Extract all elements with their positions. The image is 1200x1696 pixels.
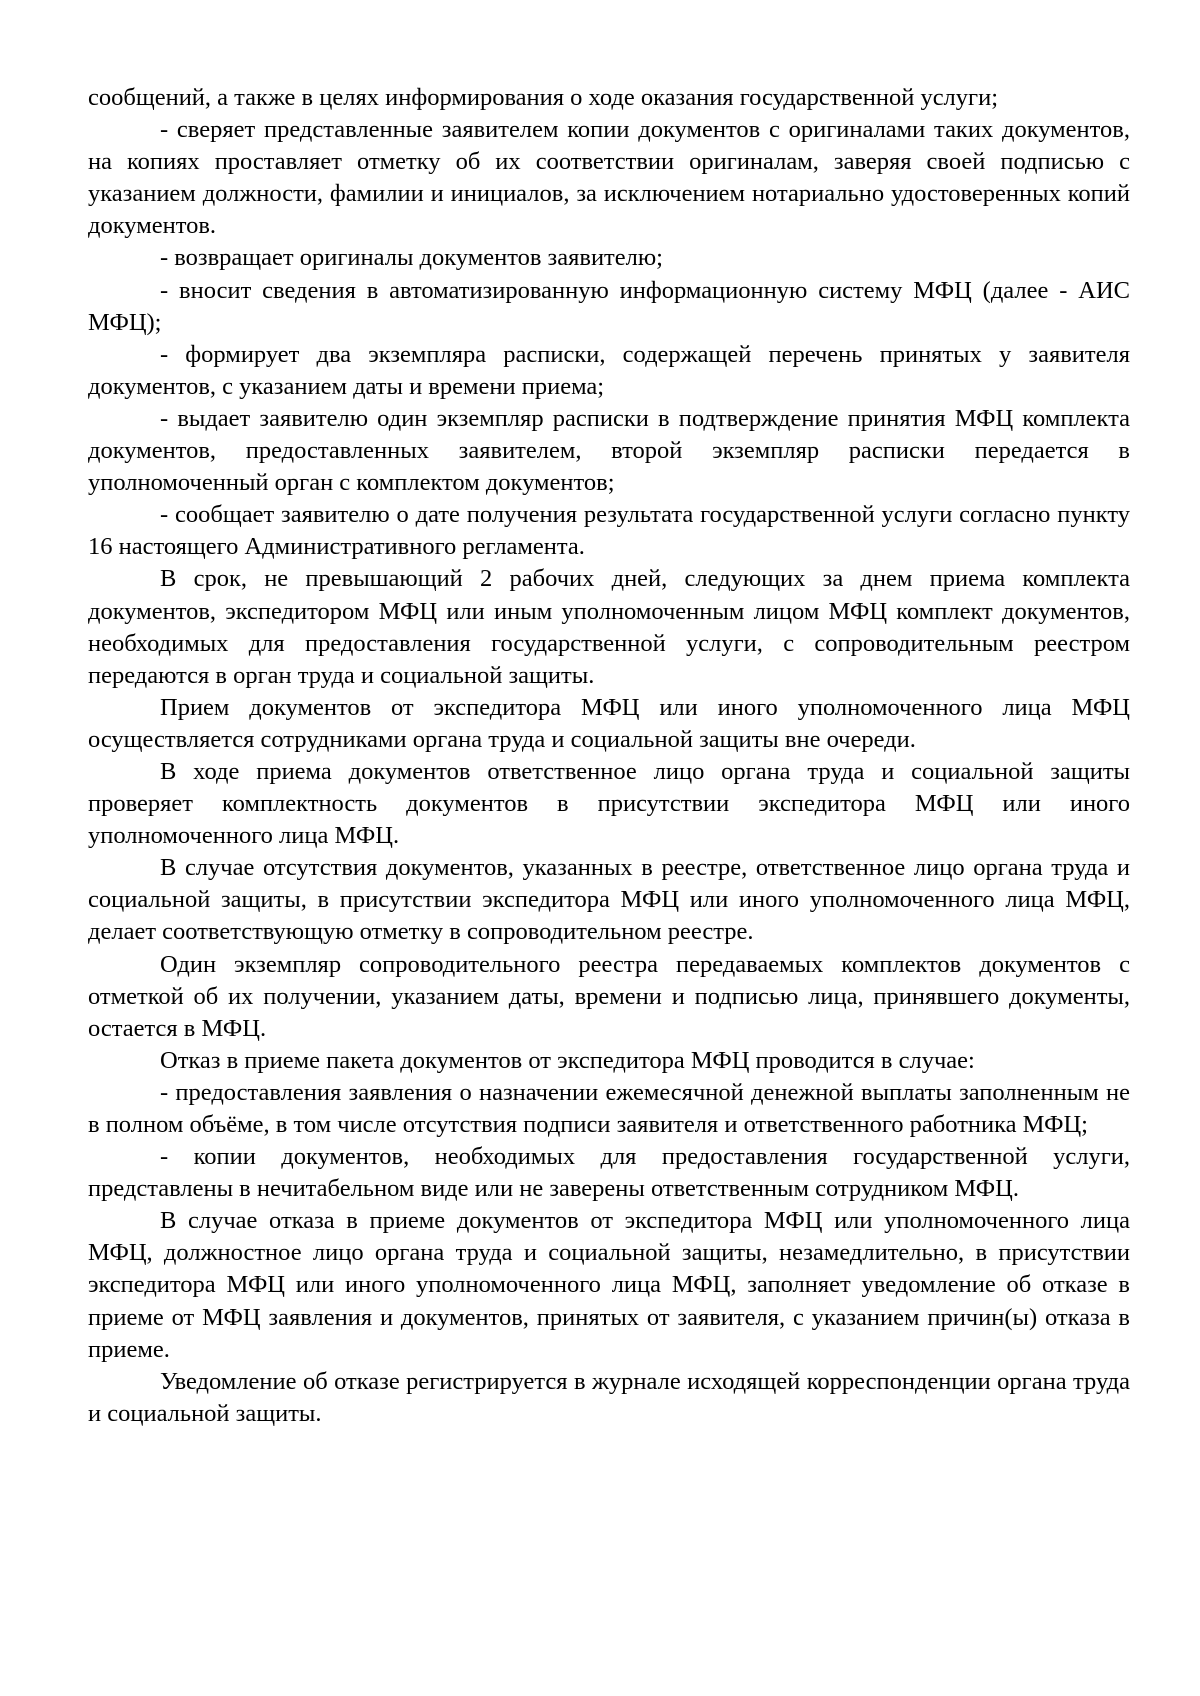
paragraph-completeness-check: В ходе приема документов ответственное лицо органа труда и социальной защиты проверяет комплектность документов в присутствии экспедитора МФЦ или иного уполномоченного лица МФЦ. bbox=[88, 757, 1130, 850]
paragraph-refusal-procedure: В случае отказа в приеме документов от экспедитора МФЦ или уполномоченного лица МФЦ, должностное лицо органа труда и социальной защиты, незамедлительно, в присутствии экспедитора МФЦ или иного уполномоченного лица МФЦ, заполняет уведомление об отказе в приеме от МФЦ заявления и документов, принятых от заявителя, с указанием причин(ы) отказа в приеме. bbox=[88, 1207, 1130, 1363]
paragraph-item-enter-ais: - вносит сведения в автоматизированную информационную систему МФЦ (далее - АИС МФЦ); bbox=[88, 276, 1130, 336]
paragraph-continuation: сообщений, а также в целях информирования о ходе оказания государственной услуги; bbox=[88, 84, 999, 111]
paragraph-transfer-term: В срок, не превышающий 2 рабочих дней, следующих за днем приема комплекта документов, экспедитором МФЦ или иным уполномоченным лицом МФЦ комплект документов, необходимых для предоставления государственной услуги, с сопроводительным реестром передаются в орган труда и социальной защиты. bbox=[88, 565, 1130, 689]
paragraph-item-inform-date: - сообщает заявителю о дате получения результата государственной услуги согласно пункту 16 настоящего Административного регламента. bbox=[88, 501, 1130, 561]
paragraph-item-return-originals: - возвращает оригиналы документов заявителю; bbox=[160, 244, 663, 272]
document-body bbox=[88, 82, 1130, 1430]
paragraph-item-form-receipts: - формирует два экземпляра расписки, содержащей перечень принятых у заявителя документов, с указанием даты и времени приема; bbox=[88, 340, 1130, 400]
paragraph-reception: Прием документов от экспедитора МФЦ или иного уполномоченного лица МФЦ осуществляется сотрудниками органа труда и социальной защиты вне очереди. bbox=[88, 693, 1130, 753]
paragraph-missing-documents: В случае отсутствия документов, указанных в реестре, ответственное лицо органа труда и социальной защиты, в присутствии экспедитора МФЦ или иного уполномоченного лица МФЦ, делает соответствующую отметку в сопроводительном реестре. bbox=[88, 854, 1130, 946]
paragraph-refusal-unreadable-copies: - копии документов, необходимых для предоставления государственной услуги, представлены в нечитабельном виде или не заверены ответственным сотрудником МФЦ. bbox=[88, 1143, 1130, 1203]
paragraph-item-issue-receipt: - выдает заявителю один экземпляр расписки в подтверждение принятия МФЦ комплекта документов, предоставленных заявителем, второй экземпляр расписки передается в уполномоченный орган с комплектом документов; bbox=[88, 404, 1130, 497]
paragraph-refusal-registration: Уведомление об отказе регистрируется в журнале исходящей корреспонденции органа труда и социальной защиты. bbox=[88, 1367, 1130, 1427]
paragraph-refusal-cases: Отказ в приеме пакета документов от экспедитора МФЦ проводится в случае: bbox=[160, 1046, 975, 1074]
paragraph-registry-copy: Один экземпляр сопроводительного реестра передаваемых комплектов документов с отметкой об их получении, указанием даты, времени и подписью лица, принявшего документы, остается в МФЦ. bbox=[88, 950, 1130, 1042]
paragraph-item-verify-copies: - сверяет представленные заявителем копии документов с оригиналами таких документов, на копиях проставляет отметку об их соответствии оригиналам, заверяя своей подписью с указанием должности, фамилии и инициалов, за исключением нотариально удостоверенных копий документов. bbox=[88, 116, 1130, 240]
paragraph-refusal-incomplete-application: - предоставления заявления о назначении ежемесячной денежной выплаты заполненным не в полном объёме, в том числе отсутствия подписи заявителя и ответственного работника МФЦ; bbox=[88, 1078, 1130, 1138]
